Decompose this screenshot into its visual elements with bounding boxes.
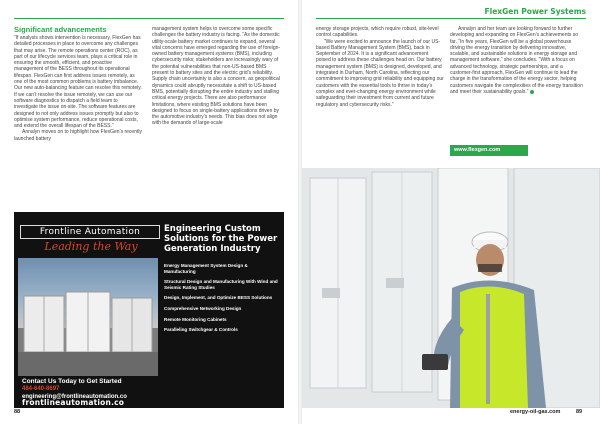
ad-phone[interactable]: 484-640-8697 xyxy=(22,386,60,392)
ad-service-item: Comprehensive Networking Design xyxy=(164,305,242,311)
ad-cabinets-photo xyxy=(18,258,158,376)
ad-footer-url[interactable]: frontlineautomation.co xyxy=(22,398,125,407)
section-title: FlexGen Power Systems xyxy=(484,7,586,16)
ad-service-item: Paralleling Switchgear & Controls xyxy=(164,327,238,333)
folio-site: energy-oil-gas.com xyxy=(510,409,561,415)
page-number-right: 89 xyxy=(576,409,583,415)
article-paragraph: “If analysis shows intervention is necessary, FlexGen has detailed processes in place to overcome any challenges that may arise. The remote operations center (ROC), as part of our lifecycle services team, plays a critical role in ensuring the smooth, efficient, and proactive management of the BESS throughout its operational lifespan. FlexGen can first address issues remotely, as one of the most common problems is battery imbalance. Our new auto-balancing feature can resolve this remotely. If we can’t resolve the issue remotely, we can use our software diagnostics to dispatch a field team to investigate the issue on-site. The software features are designed to not only address issues promptly but also to optimise system performance, reduce operational costs, and extend the overall lifespan of the BESS.” xyxy=(14,35,142,130)
article-paragraph: “We were excited to announce the launch of our US-based Battery Management System (BMS), back in September of 2024. It is a significant advancement poised to address these challenges head on. Our battery management system (BMS) is designed, developed, and integrated in Durham, North Carolina, reflecting our commitment to improving grid reliability and equipping our customers with the essential tools to thrive in today’s complex and ever-changing energy environment while safeguarding their investment from current and future regulatory and cybersecurity risks.” xyxy=(316,38,444,108)
article-column-3 xyxy=(316,26,444,108)
ad-email[interactable]: engineering@frontlineautomation.co xyxy=(22,393,127,400)
left-top-rule xyxy=(14,18,284,19)
article-column-1 xyxy=(14,25,142,142)
article-column-4 xyxy=(450,26,586,95)
flexgen-url-link[interactable]: www.flexgen.com xyxy=(450,145,528,156)
page-number-left: 88 xyxy=(14,409,21,415)
battery-cabinets-illustration xyxy=(18,258,158,376)
ad-service-item: Structural Design and Manufacturing With Wind and Seismic Rating Studies xyxy=(164,279,278,290)
ad-service-item: Remote Monitoring Cabinets xyxy=(164,316,227,322)
article-paragraph: management system helps to overcome some specific challenges the battery industry is facing. “As the domestic utility-scale battery market continues to expand, several vital concerns have emerged regarding the use of foreign-owned battery management systems (BMS), including cybersecurity risks; stakeholders are increasingly wary of the potential vulnerabilities that non-US-based BMS present to battery sites and the electric grid’s reliability. Supply chain uncertainty is also a concern, as geopolitical dynamics could abruptly necessitate a shift to US-based BMS, potentially disrupting the entire industry and stalling critical energy projects. There are also performance limitations, where existing BMS solutions have been designed to focus on single-battery applications driven by the automotive industry’s needs. This bias does not align with the demands of large-scale xyxy=(152,26,281,127)
ad-headline: Engineering Custom Solutions for the Power Generation Industry xyxy=(164,224,278,254)
article-paragraph: Annalyn and her team are looking forward to further developing and expanding on FlexGen’s achievements so far. “In five years, FlexGen will be a global powerhouse driving the energy transition by delivering innovative, scalable, and sustainable solutions in energy storage and management software,” she concludes. “With a focus on advanced technology, strategic partnerships, and a customer-first approach, FlexGen will continue to lead the charge in the transformation of the energy sector, helping customers navigate the complexities of the energy transition and meet their sustainability goals.” xyxy=(450,26,583,95)
technician-photo xyxy=(302,168,600,408)
article-paragraph: Annalyn moves on to highlight how FlexGen’s recently launched battery xyxy=(14,129,142,142)
ad-contact-title: Contact Us Today to Get Started xyxy=(22,378,122,385)
right-top-rule xyxy=(316,18,586,19)
technician-illustration xyxy=(302,168,600,408)
article-column-2 xyxy=(152,26,282,127)
ad-service-item: Energy Management System Design & Manufacturing xyxy=(164,263,248,274)
frontline-automation-ad[interactable] xyxy=(14,212,284,408)
ad-service-item: Design, Implement, and Optimize BESS Solutions xyxy=(164,295,273,301)
ad-brand-logo: Frontline Automation xyxy=(20,225,160,239)
ad-tagline: Leading the Way xyxy=(44,240,138,253)
ad-copy xyxy=(164,224,280,338)
article-paragraph: energy storage projects, which require robust, site-level control capabilities. xyxy=(316,26,439,39)
article-subheading: Significant advancements xyxy=(14,25,107,34)
ad-services-list xyxy=(164,263,280,333)
end-of-article-dot xyxy=(530,90,534,94)
